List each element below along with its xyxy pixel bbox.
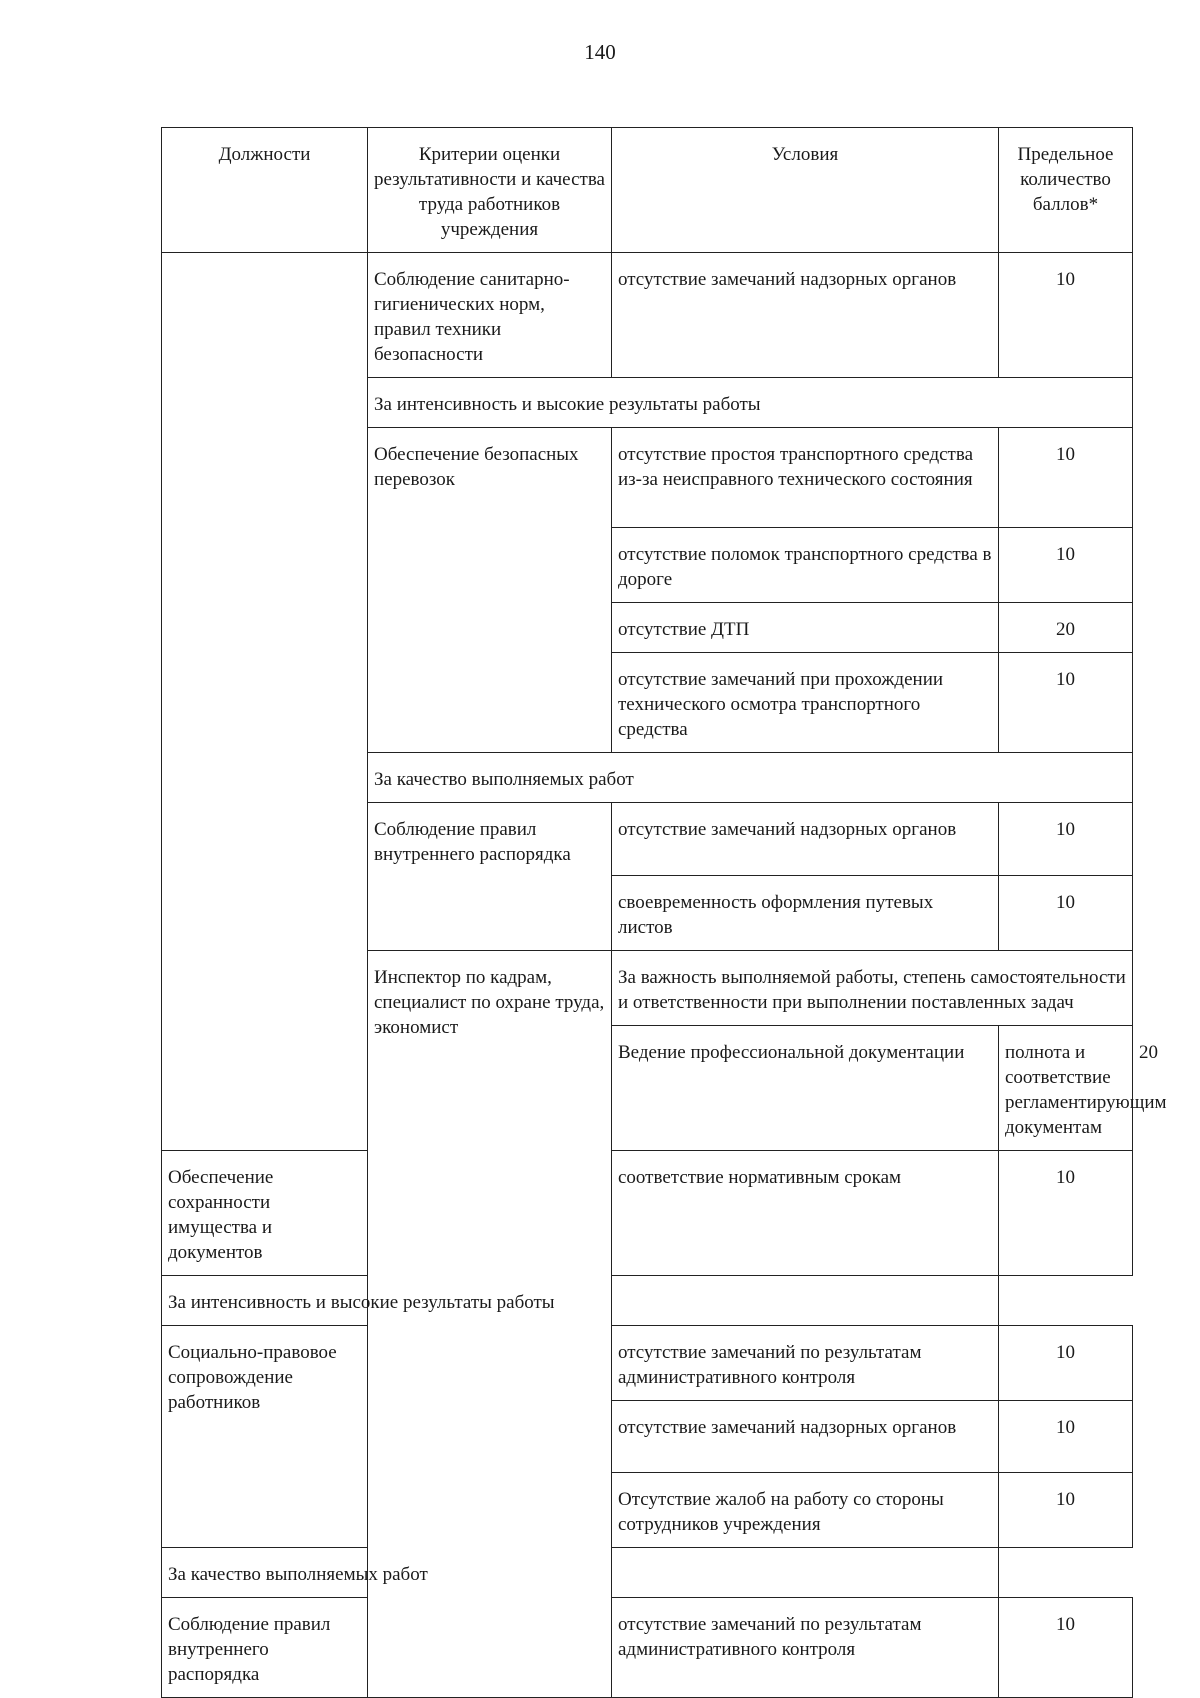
- position-cell-empty: [162, 253, 368, 1151]
- table-row: [162, 1151, 1133, 1276]
- section-title: За качество выполняемых работ: [162, 1548, 999, 1598]
- table-header-row: [162, 128, 1133, 253]
- condition-cell: отсутствие замечаний надзорных органов: [612, 253, 999, 378]
- section-title: За качество выполняемых работ: [368, 753, 1133, 803]
- section-row: [162, 1276, 1133, 1326]
- condition-cell: отсутствие замечаний по результатам административного контроля: [612, 1598, 999, 1698]
- section-row: [162, 1548, 1133, 1598]
- criterion-cell: Соблюдение санитарно-гигиенических норм, правил техники безопасности: [368, 253, 612, 378]
- condition-cell: отсутствие ДТП: [612, 603, 999, 653]
- points-cell: 10: [999, 1401, 1133, 1473]
- condition-cell: Отсутствие жалоб на работу со стороны сотрудников учреждения: [612, 1473, 999, 1548]
- condition-cell: отсутствие замечаний при прохождении технического осмотра транспортного средства: [612, 653, 999, 753]
- table-row: Ведение профессиональной документации полнота и соответствие регламентирующим документам 20: [162, 1026, 1133, 1151]
- condition-cell: отсутствие поломок транспортного средства в дороге: [612, 528, 999, 603]
- position-cell: Инспектор по кадрам, специалист по охране труда, экономист: [368, 951, 612, 1698]
- header-max-points: Предельное количество баллов*: [999, 128, 1133, 253]
- section-title: За важность выполняемой работы, степень самостоятельности и ответственности при выполнении поставленных задач: [612, 951, 1133, 1026]
- page-number: 140: [584, 40, 616, 64]
- points-cell: 10: [999, 1473, 1133, 1548]
- condition-cell: полнота и соответствие регламентирующим документам: [999, 1026, 1133, 1151]
- points-cell: 20: [999, 603, 1133, 653]
- criterion-cell: Соблюдение правил внутреннего распорядка: [368, 803, 612, 951]
- points-cell: 10: [999, 253, 1133, 378]
- header-position: Должности: [162, 128, 368, 253]
- condition-cell: отсутствие замечаний по результатам административного контроля: [612, 1326, 999, 1401]
- table-row: [162, 1326, 1133, 1401]
- section-title: За интенсивность и высокие результаты работы: [162, 1276, 999, 1326]
- points-cell: 10: [999, 528, 1133, 603]
- condition-cell: отсутствие простоя транспортного средства из-за неисправного технического состояния: [612, 428, 999, 528]
- points-cell: 10: [999, 803, 1133, 876]
- condition-cell: отсутствие замечаний надзорных органов: [612, 803, 999, 876]
- criterion-cell: Ведение профессиональной документации: [612, 1026, 999, 1151]
- criterion-cell: Социально-правовое сопровождение работников: [162, 1326, 368, 1548]
- points-cell: 10: [999, 1151, 1133, 1276]
- points-cell: 10: [999, 876, 1133, 951]
- points-cell: 10: [999, 1598, 1133, 1698]
- condition-cell: отсутствие замечаний надзорных органов: [612, 1401, 999, 1473]
- condition-cell: своевременность оформления путевых листов: [612, 876, 999, 951]
- table-row: [162, 253, 1133, 378]
- condition-cell: соответствие нормативным срокам: [612, 1151, 999, 1276]
- table-row: [162, 1598, 1133, 1698]
- header-criteria: Критерии оценки результативности и качества труда работников учреждения: [368, 128, 612, 253]
- criterion-cell: Обеспечение безопасных перевозок: [368, 428, 612, 753]
- header-conditions: Условия: [612, 128, 999, 253]
- points-cell: 10: [999, 653, 1133, 753]
- criteria-table: [161, 127, 1167, 1698]
- criterion-cell: Обеспечение сохранности имущества и документов: [162, 1151, 368, 1276]
- criterion-cell: Соблюдение правил внутреннего распорядка: [162, 1598, 368, 1698]
- section-title: За интенсивность и высокие результаты работы: [368, 378, 1133, 428]
- points-cell: 10: [999, 428, 1133, 528]
- points-cell: 10: [999, 1326, 1133, 1401]
